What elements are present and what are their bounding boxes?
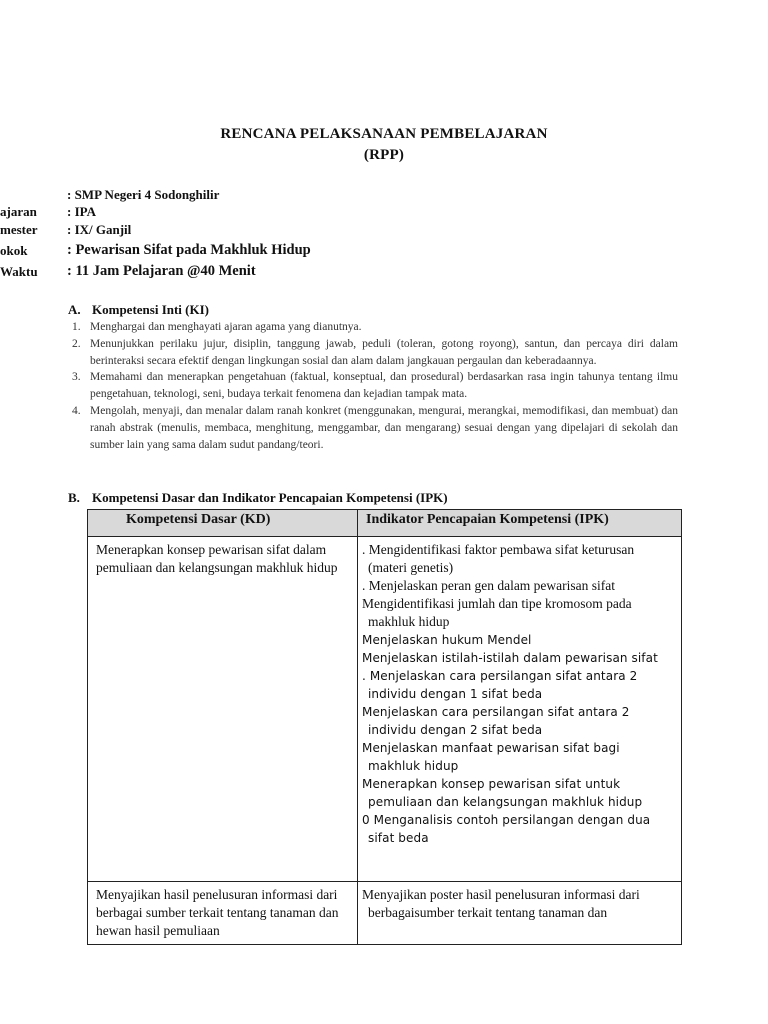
ipk-text-continued: individu dengan 2 sifat beda (368, 723, 543, 737)
ki-number: 4. (72, 404, 81, 417)
ipk-item (362, 811, 677, 847)
ki-item (72, 336, 678, 370)
table-header-row (88, 510, 682, 537)
ki-text: Memahami dan menerapkan pengetahuan (faktual, konseptual, dan prosedural) berdasarkan rasa ingin tahunya tentang ilmu pengetahuan, teknologi, seni, budaya terkait fenomena dan kejadian tampak mata. (90, 371, 678, 401)
identity-label-subject: ajaran (0, 204, 37, 219)
table-row (88, 882, 682, 945)
ipk-text: Menyajikan poster hasil penelusuran informasi dari (362, 887, 640, 902)
ipk-text-continued: berbagaisumber terkait tentang tanaman dan (368, 905, 608, 920)
ipk-cell (358, 537, 682, 882)
ipk-item (362, 703, 677, 739)
ki-text: Menunjukkan perilaku jujur, disiplin, tanggung jawab, peduli (toleran, gotong royong), santun, dan percaya diri dalam berinteraksi secara efektif dengan lingkungan sosial dan alam dalam jangkauan pergaulan dan keberadaannya. (90, 337, 678, 367)
section-a-heading (68, 302, 209, 318)
ipk-text-continued: individu dengan 1 sifat beda (368, 687, 543, 701)
section-a-letter: A. (68, 302, 81, 317)
ipk-text: . Menjelaskan peran gen dalam pewarisan sifat (362, 578, 616, 593)
document-title: RENCANA PELAKSANAAN PEMBELAJARAN (220, 126, 548, 142)
kd-ipk-table (87, 509, 682, 945)
identity-value-topic: : Pewarisan Sifat pada Makhluk Hidup (67, 242, 311, 258)
ipk-item (362, 739, 677, 775)
ipk-text-continued: (materi genetis) (368, 560, 454, 575)
ipk-text: Menerapkan konsep pewarisan sifat untuk (362, 777, 621, 791)
ipk-text: Mengidentifikasi jumlah dan tipe kromosom pada (362, 596, 632, 611)
ki-item (72, 319, 678, 336)
ki-list (72, 319, 678, 453)
ipk-text: Menjelaskan hukum Mendel (362, 633, 532, 647)
identity-value-semester: : IX/ Ganjil (67, 222, 132, 237)
ipk-text: Menjelaskan manfaat pewarisan sifat bagi (362, 741, 620, 755)
ipk-item (362, 595, 677, 631)
ipk-text-continued: makhluk hidup (368, 759, 459, 773)
ipk-text: 0 Menganalisis contoh persilangan dengan dua (362, 813, 651, 827)
ipk-item (362, 631, 677, 649)
ipk-text: . Menjelaskan cara persilangan sifat antara 2 (362, 669, 638, 683)
ipk-text: . Mengidentifikasi faktor pembawa sifat keturusan (362, 542, 635, 557)
section-b-title: Kompetensi Dasar dan Indikator Pencapaian Kompetensi (IPK) (92, 490, 448, 505)
identity-value-school: : SMP Negeri 4 Sodonghilir (67, 187, 220, 202)
ipk-text: Menjelaskan cara persilangan sifat antara 2 (362, 705, 630, 719)
ki-number: 3. (72, 371, 81, 384)
section-b-letter: B. (68, 490, 80, 505)
ki-number: 1. (72, 321, 81, 333)
identity-label-time: Waktu (0, 264, 38, 279)
ipk-item (362, 667, 677, 703)
ki-item (72, 403, 678, 453)
document-subtitle: (RPP) (363, 147, 405, 163)
ipk-text: Menjelaskan istilah-istilah dalam pewarisan sifat (362, 651, 658, 665)
ipk-text-continued: makhluk hidup (368, 614, 450, 629)
identity-label-topic: okok (0, 243, 28, 258)
ipk-item (362, 775, 677, 811)
identity-value-time: : 11 Jam Pelajaran @40 Menit (67, 263, 256, 279)
section-b-heading (68, 490, 448, 506)
ki-number: 2. (72, 337, 81, 350)
section-a-title: Kompetensi Inti (KI) (92, 302, 209, 317)
identity-label-semester: mester (0, 222, 38, 237)
ipk-text-continued: pemuliaan dan kelangsungan makhluk hidup (368, 795, 643, 809)
table-header-ipk: Indikator Pencapaian Kompetensi (IPK) (358, 510, 682, 537)
ipk-cell (358, 882, 682, 945)
table-header-kd: Kompetensi Dasar (KD) (88, 510, 358, 537)
ki-item (72, 369, 678, 403)
ipk-item (362, 649, 677, 667)
ipk-text-continued: sifat beda (368, 831, 429, 845)
ki-text: Mengolah, menyaji, dan menalar dalam ranah konkret (menggunakan, mengurai, merangkai, memodifikasi, dan membuat) dan ranah abstrak (menulis, membaca, menghitung, menggambar, dan mengarang) sesuai dengan yang dipelajari di sekolah dan sumber lain yang sama dalam sudut pandang/teori. (90, 404, 678, 451)
identity-value-subject: : IPA (67, 204, 97, 219)
kd-cell: Menyajikan hasil penelusuran informasi dari berbagai sumber terkait tentang tanaman dan hewan hasil pemuliaan (88, 882, 358, 945)
ipk-item (362, 577, 677, 595)
table-row (88, 537, 682, 882)
kd-cell: Menerapkan konsep pewarisan sifat dalam pemuliaan dan kelangsungan makhluk hidup (88, 537, 358, 882)
ipk-item (362, 541, 677, 577)
ki-text: Menghargai dan menghayati ajaran agama yang dianutnya. (90, 321, 362, 333)
ipk-item (362, 886, 677, 922)
